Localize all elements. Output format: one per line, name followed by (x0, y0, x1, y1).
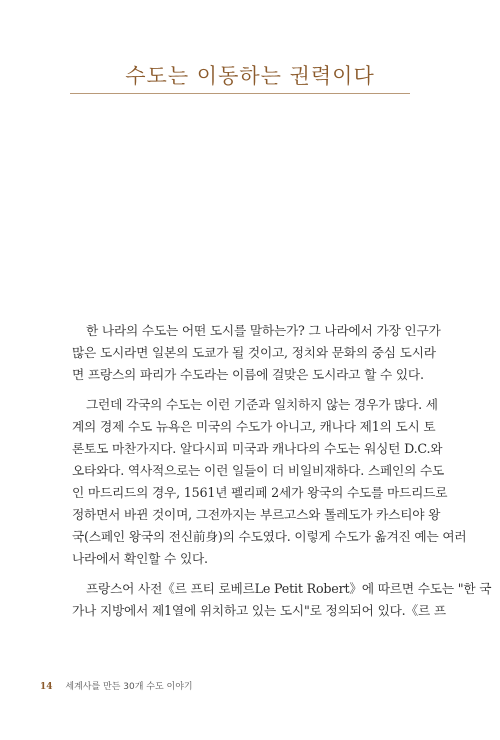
body-line: 론토도 마찬가지다. 알다시피 미국과 캐나다의 수도는 워싱턴 D.C.와 (72, 441, 443, 456)
running-book-title: 세계사를 만든 30개 수도 이야기 (65, 682, 193, 692)
body-line: 프랑스어 사전《르 프티 로베르Le Petit Robert》에 따르면 수도는 "한 국 (86, 581, 492, 596)
page-number: 14 (40, 682, 53, 692)
body-line: 계의 경제 수도 뉴욕은 미국의 수도가 아니고, 캐나다 제1의 도시 토 (72, 419, 436, 434)
body-line: 면 프랑스의 파리가 수도라는 이름에 걸맞은 도시라고 할 수 있다. (72, 367, 424, 382)
body-line: 인 마드리드의 경우, 1561년 펠리페 2세가 왕국의 수도를 마드리드로 (72, 485, 448, 500)
body-line: 정하면서 바뀐 것이며, 그전까지는 부르고스와 톨레도가 카스티야 왕 (72, 507, 441, 522)
body-line: 한 나라의 수도는 어떤 도시를 말하는가? 그 나라에서 가장 인구가 (86, 323, 441, 338)
page-footer (40, 679, 193, 692)
title-divider (70, 93, 410, 94)
body-line: 가나 지방에서 제1열에 위치하고 있는 도시"로 정의되어 있다.《르 프 (72, 603, 446, 618)
body-text (72, 320, 492, 622)
body-line: 많은 도시라면 일본의 도쿄가 될 것이고, 정치와 문화의 중심 도시라 (72, 345, 436, 360)
chapter-title: 수도는 이동하는 권력이다 (125, 64, 375, 88)
body-line: 국(스페인 왕국의 전신前身)의 수도였다. 이렇게 수도가 옮겨진 예는 여러 (72, 529, 467, 544)
body-line: 오타와다. 역사적으로는 이런 일들이 더 비일비재하다. 스페인의 수도 (72, 463, 445, 478)
body-line: 그런데 각국의 수도는 이런 기준과 일치하지 않는 경우가 많다. 세 (86, 397, 438, 412)
body-line: 나라에서 확인할 수 있다. (72, 551, 208, 566)
